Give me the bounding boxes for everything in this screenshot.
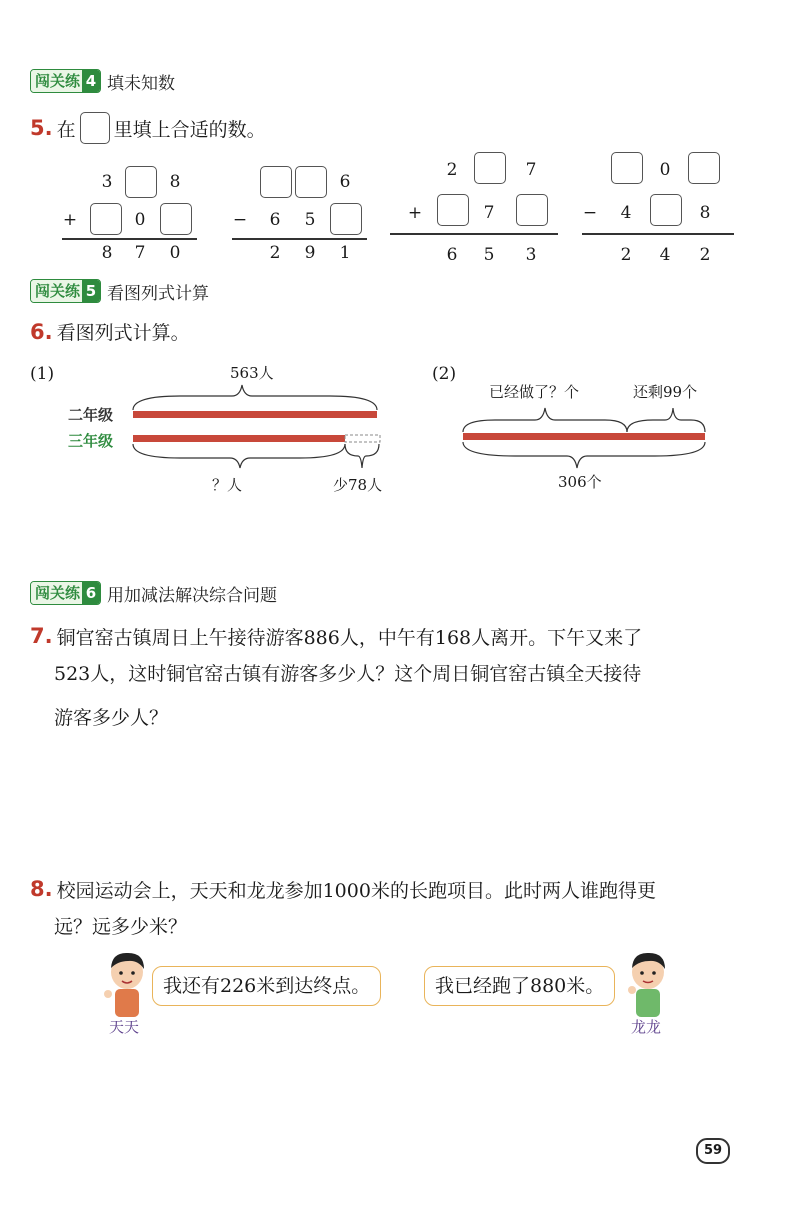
section-title: 用加减法解决综合问题 xyxy=(107,585,278,606)
grade-two-bar xyxy=(133,411,377,418)
section-title: 填未知数 xyxy=(107,73,176,94)
missing-segment xyxy=(345,435,380,442)
section-title: 看图列式计算 xyxy=(107,283,210,304)
diagram-label: (2) xyxy=(432,364,457,384)
bottom-brace xyxy=(133,444,345,468)
boy-longlong-illustration xyxy=(620,950,675,1020)
section-tag-5: 闯关练 5 看图列式计算 xyxy=(30,278,209,304)
question-number: 5. xyxy=(30,116,53,140)
answer-box[interactable] xyxy=(650,194,682,226)
segment-diagram-1 xyxy=(120,380,400,475)
total-label: 563人 xyxy=(230,364,274,382)
answer-box[interactable] xyxy=(260,166,292,198)
remaining-brace xyxy=(627,408,705,432)
question-number: 8. xyxy=(30,877,53,901)
question-number: 7. xyxy=(30,624,53,648)
answer-box[interactable] xyxy=(688,152,720,184)
question-5-header: 5. 在 里填上合适的数。 xyxy=(30,112,266,144)
answer-box[interactable] xyxy=(125,166,157,198)
answer-box[interactable] xyxy=(160,203,192,235)
grade-three-bar xyxy=(133,435,345,442)
done-brace xyxy=(463,408,627,432)
less-brace xyxy=(345,444,379,468)
tiantian-name: 天天 xyxy=(109,1018,140,1036)
answer-box[interactable] xyxy=(330,203,362,235)
remaining-label: 还剩99个 xyxy=(633,383,698,401)
sum-line xyxy=(62,238,197,240)
boy-tiantian-illustration xyxy=(100,950,155,1020)
answer-box[interactable] xyxy=(295,166,327,198)
answer-box[interactable] xyxy=(611,152,643,184)
sum-line xyxy=(390,233,558,235)
question-8: 8. 校园运动会上，天天和龙龙参加1000米的长跑项目。此时两人谁跑得更 远？远多少米？ xyxy=(30,877,656,938)
answer-box[interactable] xyxy=(516,194,548,226)
segment-diagram-2 xyxy=(455,398,715,473)
top-brace xyxy=(133,385,377,410)
blank-box-sample xyxy=(80,112,110,144)
difference-line xyxy=(582,233,734,235)
answer-box[interactable] xyxy=(437,194,469,226)
total-label: 306个 xyxy=(558,473,602,491)
section-tag-6: 闯关练 6 用加减法解决综合问题 xyxy=(30,580,277,606)
answer-box[interactable] xyxy=(474,152,506,184)
difference-line xyxy=(232,238,367,240)
question-6-header: 6. 看图列式计算。 xyxy=(30,319,190,344)
page-number: 59 xyxy=(696,1138,730,1164)
longlong-name: 龙龙 xyxy=(631,1018,662,1036)
longlong-speech-bubble: 我已经跑了880米。 xyxy=(424,966,615,1006)
unknown-label: ？人 xyxy=(212,476,243,494)
total-bar xyxy=(463,433,705,440)
less-label: 少78人 xyxy=(333,476,383,494)
total-brace xyxy=(463,442,705,468)
grade-two-label: 二年级 xyxy=(68,406,114,424)
diagram-label: (1) xyxy=(30,364,55,384)
question-number: 6. xyxy=(30,319,53,344)
answer-box[interactable] xyxy=(90,203,122,235)
tiantian-speech-bubble: 我还有226米到达终点。 xyxy=(152,966,381,1006)
section-tag-4: 闯关练 4 填未知数 xyxy=(30,68,175,94)
grade-three-label: 三年级 xyxy=(68,432,114,450)
done-label: 已经做了？个 xyxy=(489,383,580,401)
question-7: 7. 铜官窑古镇周日上午接待游客886人，中午有168人离开。下午又来了 523人，这时铜官窑古镇有游客多少人？这个周日铜官窑古镇全天接待 游客多少人？ xyxy=(30,624,643,729)
